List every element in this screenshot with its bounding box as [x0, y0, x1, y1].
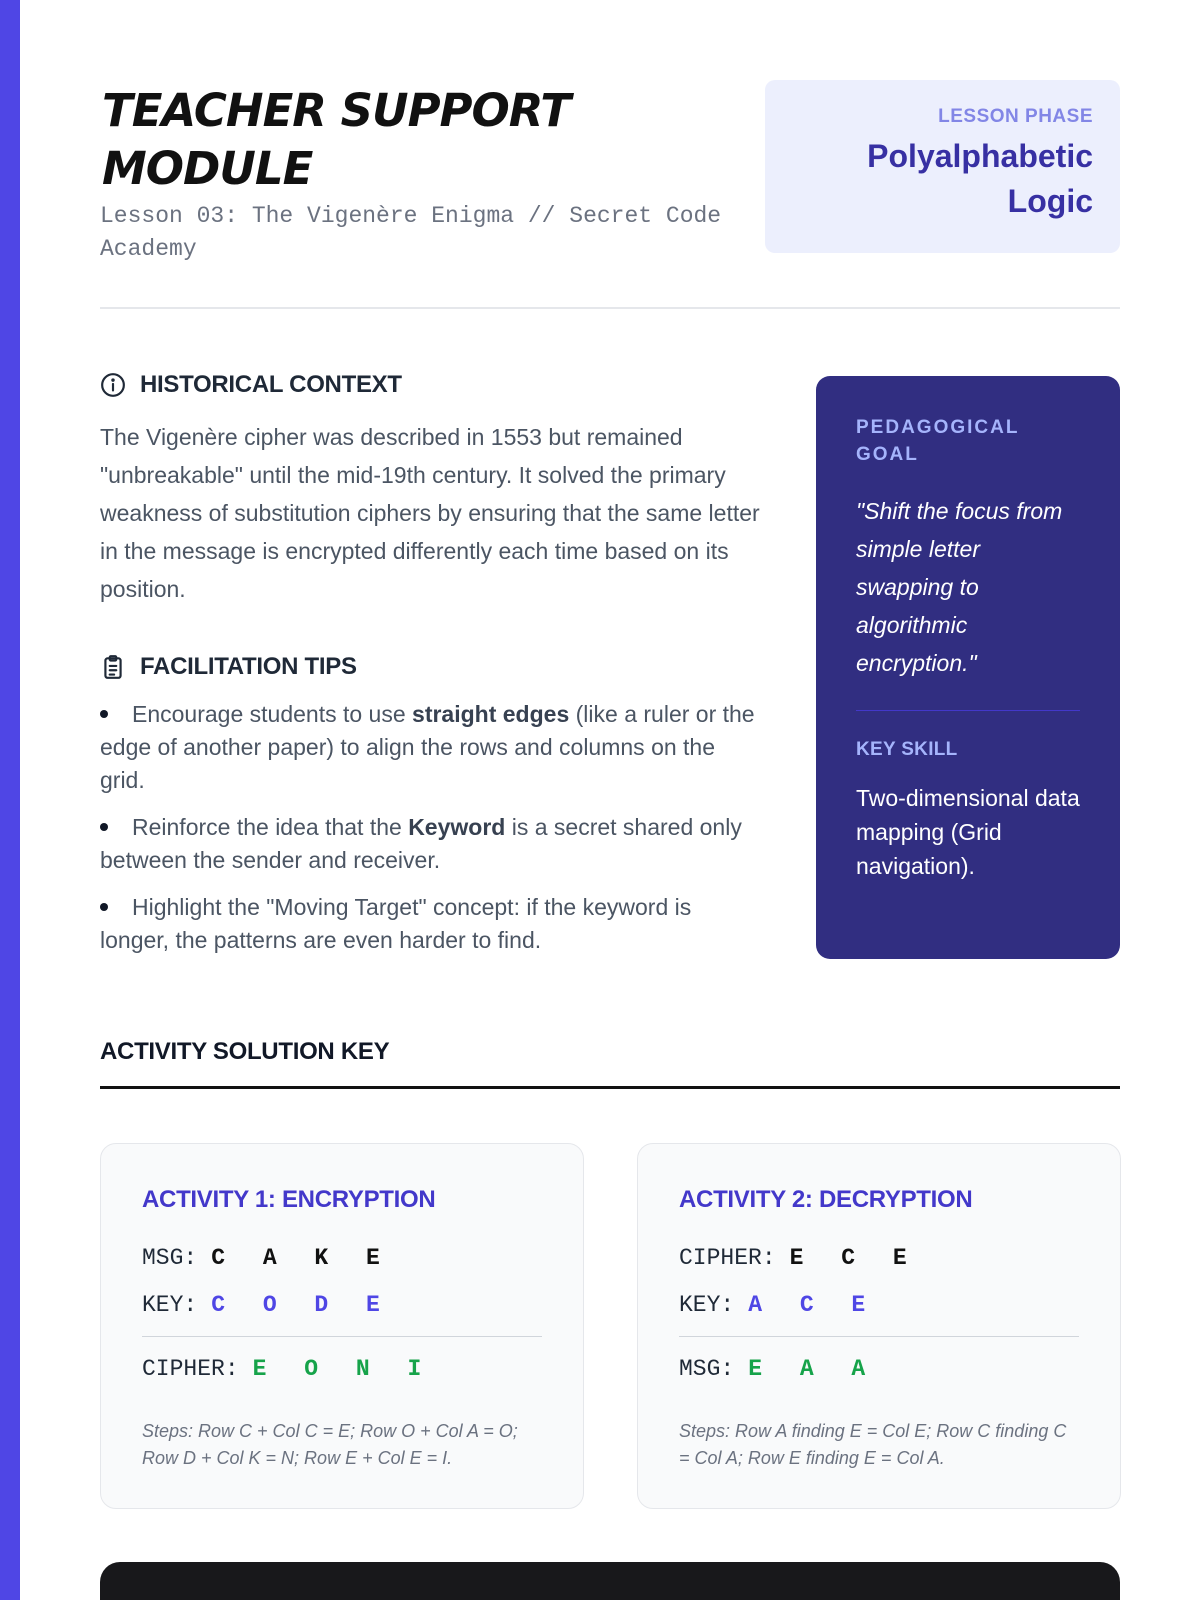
bullet-icon — [100, 903, 108, 911]
activity-1-title: ACTIVITY 1: ENCRYPTION — [142, 1186, 436, 1213]
activity-2-card — [637, 1143, 1121, 1509]
tips-list — [100, 698, 765, 957]
activity-1-steps: Steps: Row C + Col C = E; Row O + Col A = O; Row D + Col K = N; Row E + Col E = I. — [142, 1421, 518, 1468]
list-item: Encourage students to use straight edges (like a ruler or the edge of another paper) to align the rows and columns on the grid. — [100, 701, 755, 793]
bullet-icon — [100, 823, 108, 831]
historical-context-text: The Vigenère cipher was described in 1553 but remained "unbreakable" until the mid-19th century. It solved the primary weakness of substitution ciphers by ensuring that the same letter in the message is encrypted differently each time based on its position. — [100, 424, 760, 602]
activity-2-steps: Steps: Row A finding E = Col E; Row C finding C = Col A; Row E finding E = Col A. — [679, 1421, 1067, 1468]
lesson-subtitle: Lesson 03: The Vigenère Enigma // Secret Code Academy — [100, 203, 722, 262]
bullet-icon — [100, 710, 108, 718]
page-title: TEACHER SUPPORT MODULE — [102, 84, 571, 195]
solution-key-title: ACTIVITY SOLUTION KEY — [100, 1038, 390, 1065]
activity-1-cipher-row: CIPHER: E O N I — [142, 1355, 434, 1382]
lesson-phase-box — [765, 80, 1120, 253]
info-circle-icon — [100, 372, 126, 398]
header-divider — [100, 307, 1120, 309]
left-accent-bar — [0, 0, 20, 1600]
historical-context-section — [100, 370, 765, 608]
activity-2-divider — [679, 1336, 1079, 1337]
activity-1-divider — [142, 1336, 542, 1337]
activity-1-msg-row: MSG: C A K E — [142, 1244, 392, 1271]
lesson-phase-value: Polyalphabetic Logic — [867, 138, 1093, 219]
activity-2-msg-row: MSG: E A A — [679, 1355, 878, 1382]
pedagogical-goal-card — [816, 376, 1120, 959]
solution-key-rule — [100, 1086, 1120, 1089]
activity-2-key-row: KEY: A C E — [679, 1291, 878, 1318]
clipboard-icon — [100, 654, 126, 680]
activity-1-key-row: KEY: C O D E — [142, 1291, 392, 1318]
historical-context-title: HISTORICAL CONTEXT — [140, 371, 402, 398]
pedagogical-goal-label: PEDAGOGICAL GOAL — [856, 417, 1020, 465]
list-item: Highlight the "Moving Target" concept: if the keyword is longer, the patterns are even harder to find. — [100, 894, 692, 953]
list-item: Reinforce the idea that the Keyword is a secret shared only between the sender and receiver. — [100, 814, 742, 873]
facilitation-tips-section — [100, 652, 765, 971]
lesson-phase-label: LESSON PHASE — [938, 106, 1093, 127]
goal-divider — [856, 710, 1080, 711]
activity-2-cipher-row: CIPHER: E C E — [679, 1244, 919, 1271]
facilitation-tips-title: FACILITATION TIPS — [140, 653, 357, 680]
pedagogical-goal-quote: "Shift the focus from simple letter swapping to algorithmic encryption." — [856, 498, 1063, 676]
activity-1-card — [100, 1143, 584, 1509]
activity-2-title: ACTIVITY 2: DECRYPTION — [679, 1186, 973, 1213]
footer-bar — [100, 1562, 1120, 1600]
key-skill-text: Two-dimensional data mapping (Grid navigation). — [856, 785, 1080, 879]
page-header — [100, 80, 1120, 310]
key-skill-label: KEY SKILL — [856, 739, 958, 760]
